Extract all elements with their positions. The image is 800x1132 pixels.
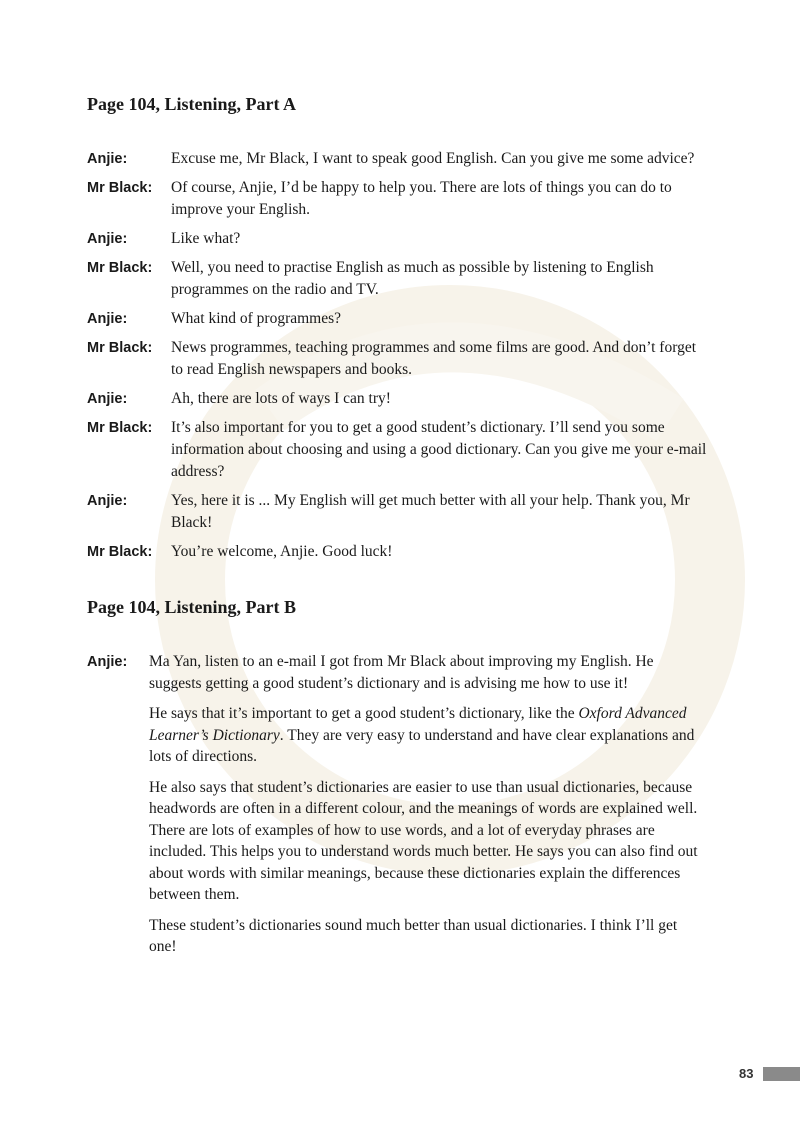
page-number-bar: [763, 1067, 800, 1081]
speaker-label: Anjie:: [87, 654, 128, 670]
page-number: 83: [739, 1066, 754, 1081]
part-a-dialogue: [87, 148, 707, 570]
speech-text: Well, you need to practise English as much as possible by listening to English programmes on the radio and TV.: [171, 259, 654, 298]
speech-text: Excuse me, Mr Black, I want to speak good English. Can you give me some advice?: [171, 150, 695, 167]
dialogue-line: [87, 177, 707, 221]
monologue-paragraphs: [149, 651, 707, 967]
dialogue-line: [87, 257, 707, 301]
speech-text: You’re welcome, Anjie. Good luck!: [171, 543, 393, 560]
speaker-label: Anjie:: [87, 231, 128, 247]
speaker-label: Mr Black:: [87, 180, 153, 196]
speaker-label: Anjie:: [87, 311, 128, 327]
speaker-label: Mr Black:: [87, 340, 153, 356]
paragraph: He also says that student’s dictionaries are easier to use than usual dictionaries, because headwords are often in a different colour, and the meanings of words are explained well. There are lots of examples of how to use words, and a lot of everyday phrases are included. This helps you to understand words much better. He says you can also find out about words with similar meanings, because these dictionaries explain the differences between them.: [149, 778, 698, 903]
dictionary-title: Oxford Advanced Learner’s Dictionary: [149, 705, 687, 744]
speech-text: What kind of programmes?: [171, 310, 342, 327]
dialogue-line: [87, 228, 707, 250]
speaker-label: Anjie:: [87, 493, 128, 509]
speech-text: It’s also important for you to get a good student’s dictionary. I’ll send you some information about choosing and using a good dictionary. Can you give me your e-mail address?: [171, 419, 707, 480]
speech-text: Like what?: [171, 230, 241, 247]
speech-text: Yes, here it is ... My English will get much better with all your help. Thank you, Mr Black!: [171, 492, 690, 531]
paragraph-text: He says that it’s important to get a good student’s dictionary, like the: [149, 705, 579, 722]
speaker-label: Mr Black:: [87, 260, 153, 276]
dialogue-line: [87, 417, 707, 483]
paragraph: These student’s dictionaries sound much better than usual dictionaries. I think I’ll get one!: [149, 916, 678, 955]
dialogue-line: [87, 490, 707, 534]
paragraph-text: . They are very easy to understand and have clear explanations and lots of directions.: [149, 726, 695, 765]
part-a-heading: Page 104, Listening, Part A: [87, 94, 296, 114]
speech-text: News programmes, teaching programmes and some films are good. And don’t forget to read English newspapers and books.: [171, 339, 697, 378]
speech-text: Ah, there are lots of ways I can try!: [171, 390, 391, 407]
part-b-heading: Page 104, Listening, Part B: [87, 597, 296, 617]
dialogue-line: [87, 148, 707, 170]
speaker-label: Mr Black:: [87, 544, 153, 560]
speaker-label: Anjie:: [87, 151, 128, 167]
dialogue-line: [87, 308, 707, 330]
paragraph: Ma Yan, listen to an e-mail I got from Mr Black about improving my English. He suggests getting a good student’s dictionary and is advising me how to use it!: [149, 653, 654, 692]
speaker-label: Anjie:: [87, 391, 128, 407]
paragraph: [149, 703, 707, 768]
dialogue-line: [87, 541, 707, 563]
speaker-label: Mr Black:: [87, 420, 153, 436]
dialogue-line: [87, 388, 707, 410]
speech-text: Of course, Anjie, I’d be happy to help you. There are lots of things you can do to improve your English.: [171, 179, 672, 218]
dialogue-line: [87, 337, 707, 381]
part-b-monologue: [87, 651, 707, 967]
